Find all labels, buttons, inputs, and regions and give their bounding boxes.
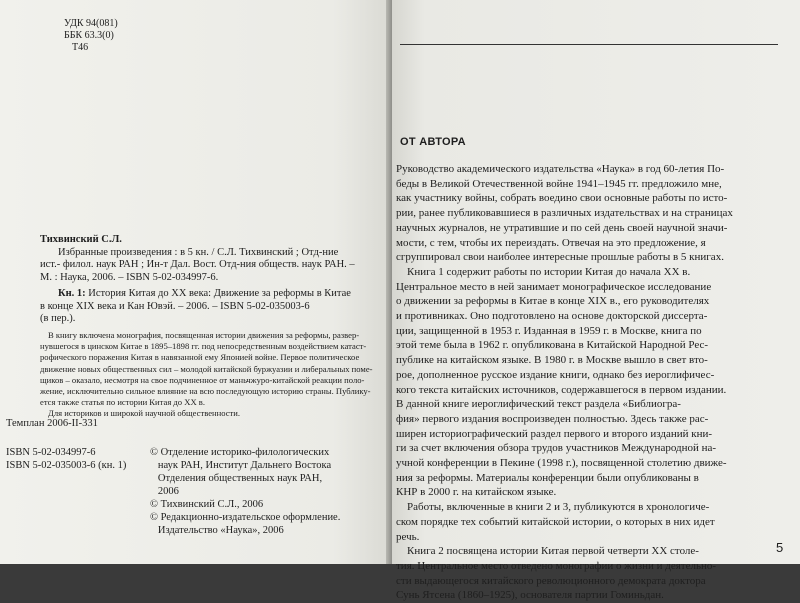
copyright-line: © Редакционно-издательское оформление. <box>150 512 341 523</box>
page-number: 5 <box>776 540 784 555</box>
text-line: ги за счет включения обзора трудов участников Международной на- <box>396 442 717 455</box>
text-line: Центральное место в ней занимает монографическое исследование <box>396 280 712 293</box>
copyright-line: Издательство «Наука», 2006 <box>150 525 284 536</box>
header-rule <box>400 44 778 45</box>
text-line: ции, защищенной в 1953 г. Изданная в 1959 г. в Москве, книга по <box>396 324 702 337</box>
entry-author: Тихвинский С.Л. <box>40 234 122 245</box>
copyright-line: наук РАН, Институт Дальнего Востока <box>150 460 332 471</box>
text-line: ширен историографический раздел первого и второго изданий кни- <box>396 427 713 440</box>
volume-line: (в пер.). <box>40 313 76 324</box>
text-line: и противниках. Оно подготовлено на основе докторской диссерта- <box>396 310 708 323</box>
text-line: о движении за реформы в Китае в конце XIX в., его руководителях <box>396 295 710 308</box>
bbk-code: ББК 63.3(0) <box>64 30 114 41</box>
text-line: Сунь Ятсена (1860–1925), основателя партии Гоминьдан. <box>396 589 664 602</box>
entry-line: Избранные произведения : в 5 кн. / С.Л. Тихвинский ; Отд-ние <box>58 246 339 258</box>
text-line: как участнику войны, собрать воедино свои основные работы по исто- <box>396 192 728 205</box>
copyright-line: 2006 <box>150 486 179 497</box>
text-line: Книга 2 посвящена истории Китая первой четверти XX столе- <box>396 545 699 558</box>
catalog-entry <box>40 234 355 284</box>
isbn-block <box>6 447 126 472</box>
text-line: учной конференции в Пекине (1998 г.), посвященной столетию движе- <box>396 457 727 470</box>
text-line: мости, с тем, чтобы их переиздать. Отвечая на это предложение, я <box>396 236 706 249</box>
udk-code: УДК 94(081) <box>64 18 118 29</box>
right-page <box>392 0 800 602</box>
text-line: публике на китайском языке. В 1980 г. в Москве вышло в свет вто- <box>396 354 708 367</box>
volume-entry <box>40 288 351 326</box>
text-line: тия. Центральное место отведено монографии о жизни и деятельно- <box>396 559 717 572</box>
text-line: фия» первого издания воспроизведен полностью. Здесь также рас- <box>396 412 709 425</box>
annotation-line: движение новых общественных сил – молодой китайской буржуазии и либеральных поме- <box>40 363 373 374</box>
text-line: Книга 1 содержит работы по истории Китая до начала XX в. <box>396 265 691 278</box>
text-line: Руководство академического издательства «Наука» в год 60-летия По- <box>396 163 725 175</box>
volume-line: История Китая до XX века: Движение за реформы в Китае <box>88 288 351 299</box>
text-line: сгруппировал свои наиболее интересные прошлые работы в 5 книгах. <box>396 251 724 264</box>
copyright-line: © Отделение историко-филологических <box>150 447 330 458</box>
text-line: рое, дополненное русское издание книги, однако без иероглифичес- <box>396 368 715 381</box>
text-line: сти выдающегося китайского революционного демократа доктора <box>396 574 706 587</box>
annotation <box>40 330 373 420</box>
section-heading: ОТ АВТОРА <box>400 136 466 148</box>
copyright-line: © Тихвинский С.Л., 2006 <box>150 499 264 510</box>
text-line: кого текста китайских источников, содержавшегося в первом издании. <box>396 383 727 396</box>
text-line: рии, ранее публиковавшиеся в различных издательствах и на страницах <box>396 207 733 220</box>
templan: Темплан 2006-II-331 <box>6 418 98 429</box>
text-line: ском порядке тех событий китайской истории, о которых в них идет <box>396 515 715 528</box>
text-line: научных журналов, не утратившие и по сей день своей научной значи- <box>396 221 728 234</box>
text-line: этой теме была в 1962 г. опубликована в Китайской Народной Рес- <box>396 339 709 352</box>
annotation-line: В книгу включена монография, посвященная истории движения за реформы, развер- <box>48 330 360 340</box>
annotation-line: жение, исключительно сильное влияние на всю последующую историю страны. Публику- <box>40 386 371 397</box>
copyright-line: Отделения общественных наук РАН, <box>150 473 323 484</box>
annotation-line: щиков – оказало, несмотря на свое подчиненное от маньчжуро-китайской реакции поло- <box>40 374 365 385</box>
classification-block <box>64 18 118 54</box>
isbn-line: ISBN 5-02-035003-6 (кн. 1) <box>6 459 127 471</box>
annotation-line: ется также статья по истории Китая до XX в. <box>40 397 206 408</box>
entry-line: М. : Наука, 2006. – ISBN 5-02-034997-6. <box>40 271 219 283</box>
isbn-line: ISBN 5-02-034997-6 <box>6 447 96 458</box>
annotation-line: рофического поражения Китая в навязанной ему Японией войне. Первое политическое <box>40 352 360 363</box>
text-line: беды в Великой Отечественной войне 1941–1945 гг. предложило мне, <box>396 177 722 190</box>
text-line: ния за реформы. Материалы конференции были опубликованы в <box>396 471 699 484</box>
left-page <box>0 0 392 564</box>
audience-line: Для историков и широкой научной общественности. <box>48 408 241 419</box>
text-line: В данной книге иероглифический текст раздела «Библиогра- <box>396 398 681 411</box>
text-line: КНР в 2000 г. на китайском языке. <box>396 486 557 499</box>
text-line: Работы, включенные в книги 2 и 3, публикуются в хронологиче- <box>396 501 710 514</box>
author-mark: Т46 <box>72 42 89 53</box>
volume-label: Кн. 1: <box>58 288 86 299</box>
annotation-line: нувшегося в цинском Китае в 1895–1898 гг. под непосредственным воздействием катаст- <box>40 341 367 352</box>
entry-line: ист.- филол. наук РАН ; Ин-т Дал. Вост. Отд-ния обществ. наук РАН. – <box>40 259 355 270</box>
text-line: речь. <box>396 530 420 543</box>
volume-line: в конце XIX века и Кан Ювэй. – 2006. – ISBN 5-02-035003-6 <box>40 300 310 312</box>
copyright-block <box>150 446 340 537</box>
preface-text <box>396 162 733 603</box>
